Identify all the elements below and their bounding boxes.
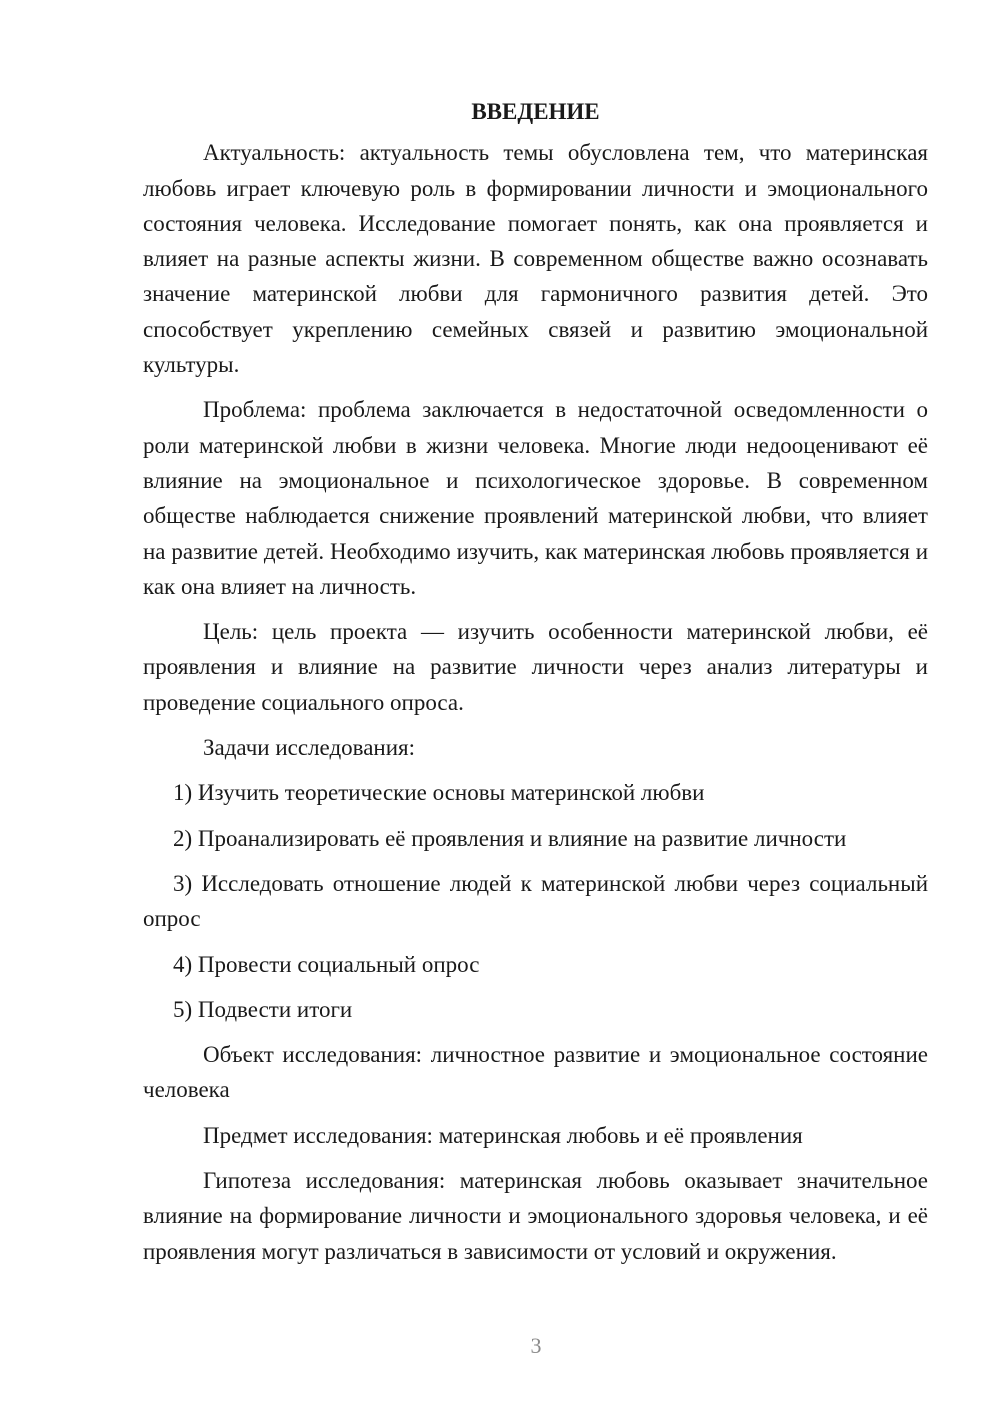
goal-paragraph: Цель: цель проекта — изучить особенности материнской любви, её проявления и влияние на развитие личности через анализ литературы и проведение социального опроса.	[143, 619, 928, 715]
hypothesis-paragraph: Гипотеза исследования: материнская любовь оказывает значительное влияние на формирование личности и эмоционального здоровья человека, и её проявления могут различаться в зависимости от условий и окружения.	[143, 1168, 928, 1264]
task-item-5: 5) Подвести итоги	[173, 996, 353, 1022]
subject-paragraph: Предмет исследования: материнская любовь и её проявления	[203, 1122, 803, 1148]
page-number: 3	[530, 1333, 542, 1358]
relevance-paragraph: Актуальность: актуальность темы обусловлена тем, что материнская любовь играет ключевую роль в формировании личности и эмоционального состояния человека. Исследование помогает понять, как она проявляется и влияет на разные аспекты жизни. В современном обществе важно осознавать значение материнской любви для гармоничного развития детей. Это способствует укреплению семейных связей и развитию эмоциональной культуры.	[143, 140, 928, 378]
page-content	[143, 94, 928, 1279]
problem-paragraph: Проблема: проблема заключается в недостаточной осведомленности о роли материнской любви в жизни человека. Многие люди недооценивают её влияние на эмоциональное и психологическое здоровье. В современном обществе наблюдается снижение проявлений материнской любви, что влияет на развитие детей. Необходимо изучить, как материнская любовь проявляется и как она влияет на личность.	[143, 397, 928, 599]
section-title: ВВЕДЕНИЕ	[471, 99, 600, 124]
task-item-1: 1) Изучить теоретические основы материнской любви	[173, 780, 705, 806]
task-item-4: 4) Провести социальный опрос	[173, 951, 480, 977]
task-item-2: 2) Проанализировать её проявления и влияние на развитие личности	[173, 825, 847, 851]
task-item-3: 3) Исследовать отношение людей к материнской любви через социальный опрос	[143, 870, 928, 932]
object-paragraph: Объект исследования: личностное развитие и эмоциональное состояние человека	[143, 1042, 928, 1103]
tasks-heading: Задачи исследования:	[203, 735, 416, 761]
